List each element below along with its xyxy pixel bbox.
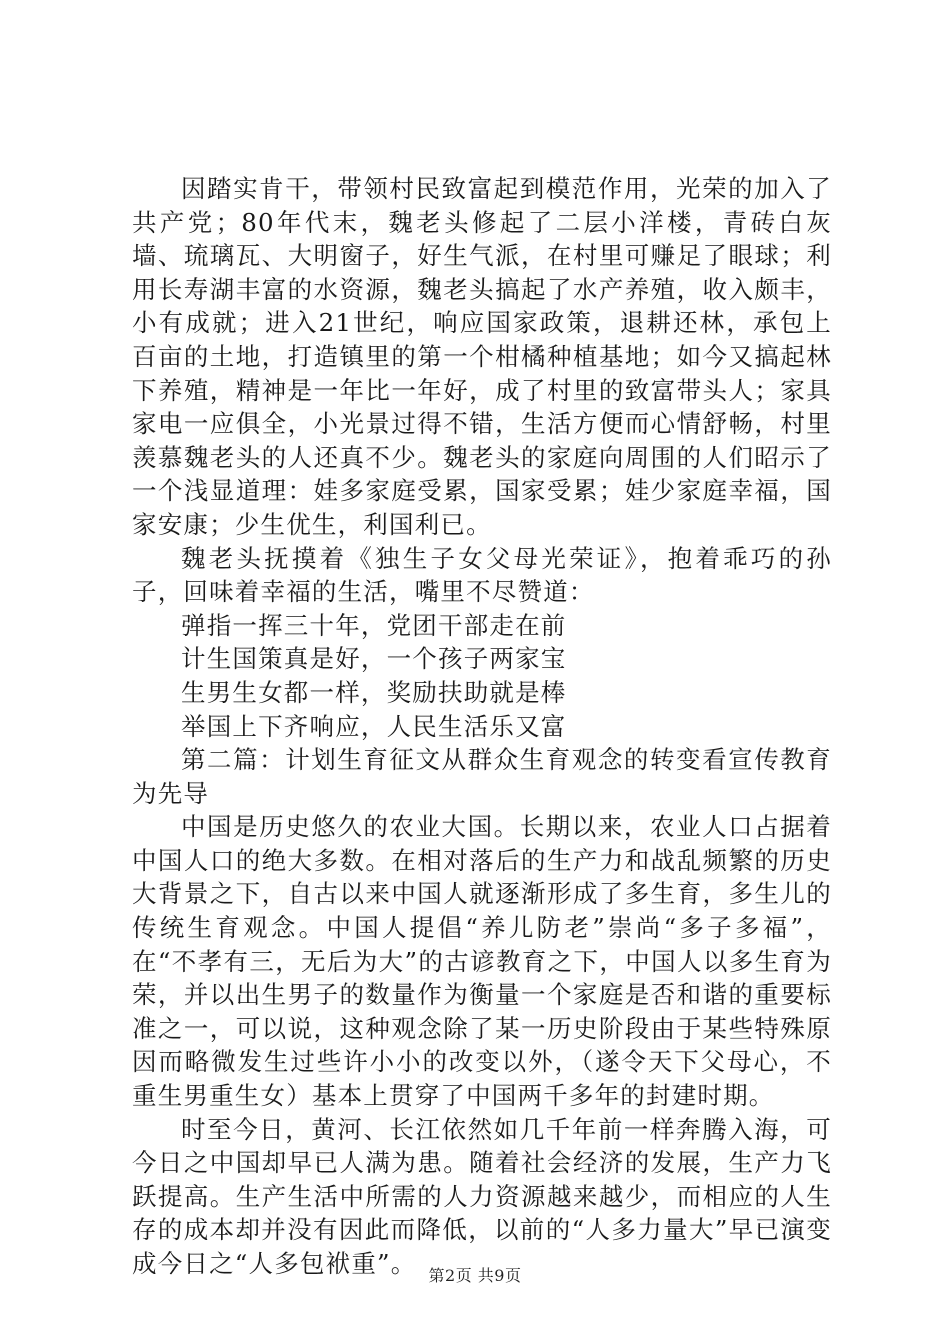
verse-line-4: 举国上下齐响应，人民生活乐又富 (181, 711, 567, 741)
section-heading-part-two: 第二篇：计划生育征文从群众生育观念的转变看宣传教育为先导 (132, 745, 832, 808)
document-body (132, 172, 832, 1281)
page-number-footer: 第2页 共9页 (428, 1266, 522, 1285)
paragraph-today: 时至今日，黄河、长江依然如几千年前一样奔腾入海，可今日之中国却早已人满为患。随着社会经济的发展，生产力飞跃提高。生产生活中所需的人力资源越来越少，而相应的人生存的成本却并没有因此而降低，以前的“人多力量大”早已演变成今日之“人多包袱重”。 (132, 1114, 832, 1278)
paragraph-intro-continued: 因踏实肯干，带领村民致富起到模范作用，光荣的加入了共产党；80年代末，魏老头修起了二层小洋楼，青砖白灰墙、琉璃瓦、大明窗子，好生气派，在村里可赚足了眼球；利用长寿湖丰富的水资源，魏老头搞起了水产养殖，收入颇丰，小有成就；进入21世纪，响应国家政策，退耕还林，承包上百亩的土地，打造镇里的第一个柑橘种植基地；如今又搞起林下养殖，精神是一年比一年好，成了村里的致富带头人；家具家电一应俱全，小光景过得不错，生活方便而心情舒畅，村里羡慕魏老头的人还真不少。魏老头的家庭向周围的人们昭示了一个浅显道理：娃多家庭受累，国家受累；娃少家庭幸福，国家安康；少生优生，利国利已。 (132, 174, 832, 539)
verse-line-3: 生男生女都一样，奖励扶助就是棒 (181, 677, 567, 707)
paragraph-wei-reflection: 魏老头抚摸着《独生子女父母光荣证》，抱着乖巧的孙子，回味着幸福的生活，嘴里不尽赞道： (132, 543, 832, 607)
verse-line-2: 计生国策真是好，一个孩子两家宝 (181, 644, 567, 674)
paragraph-tradition: 中国是历史悠久的农业大国。长期以来，农业人口占据着中国人口的绝大多数。在相对落后的生产力和战乱频繁的历史大背景之下，自古以来中国人就逐渐形成了多生育，多生儿的传统生育观念。中国人提倡“养儿防老”崇尚“多子多福”，在“不孝有三，无后为大”的古谚教育之下，中国人以多生育为荣，并以出生男子的数量作为衡量一个家庭是否和谐的重要标准之一，可以说，这种观念除了某一历史阶段由于某些特殊原因而略微发生过些许小小的改变以外，（遂令天下父母心，不重生男重生女）基本上贯穿了中国两千多年的封建时期。 (132, 812, 832, 1111)
verse-line-1: 弹指一挥三十年，党团干部走在前 (181, 610, 567, 640)
